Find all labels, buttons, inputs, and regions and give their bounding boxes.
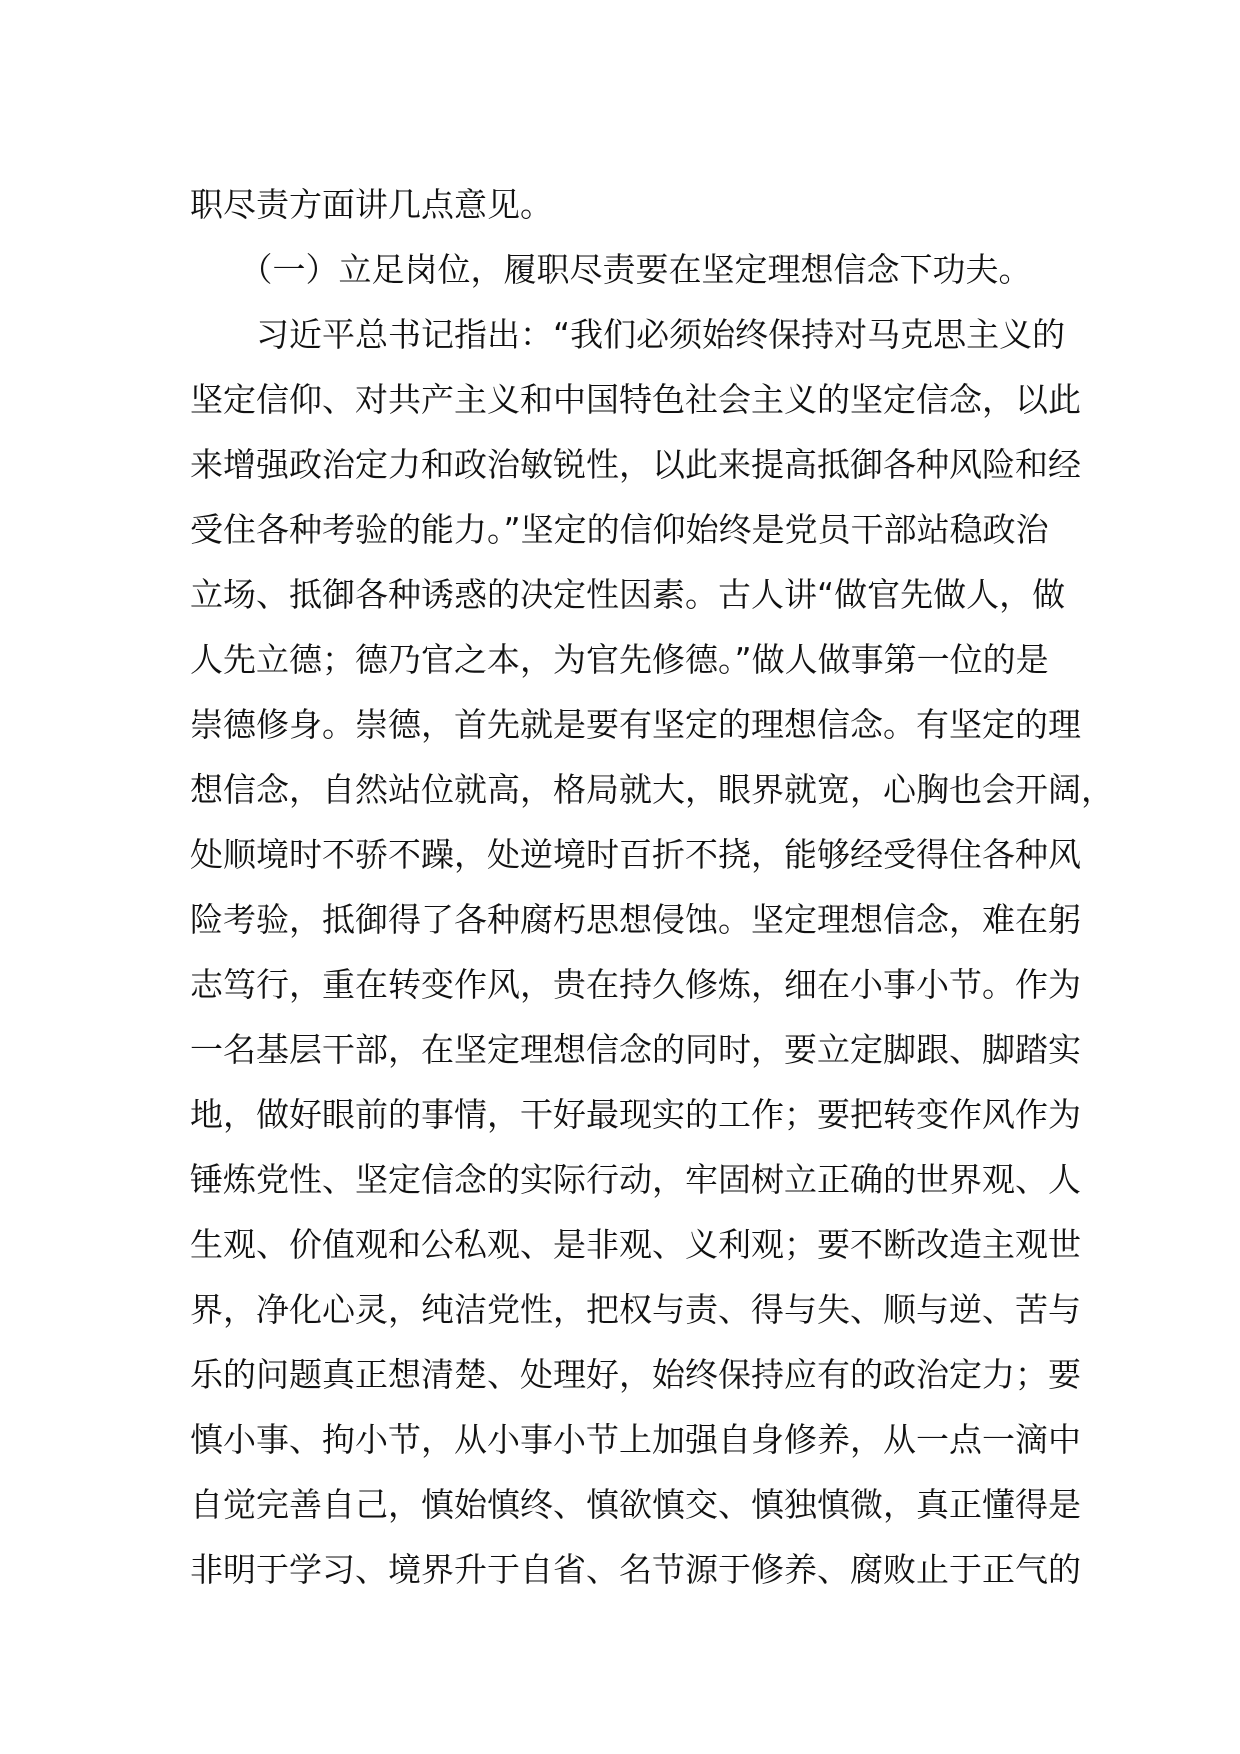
text-line: 职尽责方面讲几点意见。 <box>190 185 553 224</box>
text-line: 受住各种考验的能力。”坚定的信仰始终是党员干部站稳政治 <box>190 510 1049 549</box>
text-line: 慎小事、拘小节，从小事小节上加强自身修养，从一点一滴中 <box>190 1420 1081 1459</box>
text-line: 崇德修身。崇德，首先就是要有坚定的理想信念。有坚定的理 <box>190 705 1081 744</box>
text-line: 锤炼党性、坚定信念的实际行动，牢固树立正确的世界观、人 <box>190 1160 1081 1199</box>
text-line: 人先立德；德乃官之本，为官先修德。”做人做事第一位的是 <box>190 640 1049 679</box>
text-line: 来增强政治定力和政治敏锐性，以此来提高抵御各种风险和经 <box>190 445 1081 484</box>
text-line: 处顺境时不骄不躁，处逆境时百折不挠，能够经受得住各种风 <box>190 835 1081 874</box>
text-line: 自觉完善自己，慎始慎终、慎欲慎交、慎独慎微，真正懂得是 <box>190 1485 1081 1524</box>
text-line: 险考验，抵御得了各种腐朽思想侵蚀。坚定理想信念，难在躬 <box>190 900 1081 939</box>
document-body <box>190 172 1190 1602</box>
text-line: 坚定信仰、对共产主义和中国特色社会主义的坚定信念，以此 <box>190 380 1081 419</box>
section-heading: （一）立足岗位，履职尽责要在坚定理想信念下功夫。 <box>190 250 1032 289</box>
text-line: 立场、抵御各种诱惑的决定性因素。古人讲“做官先做人，做 <box>190 575 1066 614</box>
text-line: 志笃行，重在转变作风，贵在持久修炼，细在小事小节。作为 <box>190 965 1081 1004</box>
text-line: 想信念，自然站位就高，格局就大，眼界就宽，心胸也会开阔， <box>190 770 1114 809</box>
text-line: 界，净化心灵，纯洁党性，把权与责、得与失、顺与逆、苦与 <box>190 1290 1081 1329</box>
text-line: 生观、价值观和公私观、是非观、义利观；要不断改造主观世 <box>190 1225 1081 1264</box>
text-line: 习近平总书记指出：“我们必须始终保持对马克思主义的 <box>190 315 1066 354</box>
text-line: 非明于学习、境界升于自省、名节源于修养、腐败止于正气的 <box>190 1550 1081 1589</box>
text-line: 乐的问题真正想清楚、处理好，始终保持应有的政治定力；要 <box>190 1355 1081 1394</box>
text-line: 一名基层干部，在坚定理想信念的同时，要立定脚跟、脚踏实 <box>190 1030 1081 1069</box>
text-line: 地，做好眼前的事情，干好最现实的工作；要把转变作风作为 <box>190 1095 1081 1134</box>
